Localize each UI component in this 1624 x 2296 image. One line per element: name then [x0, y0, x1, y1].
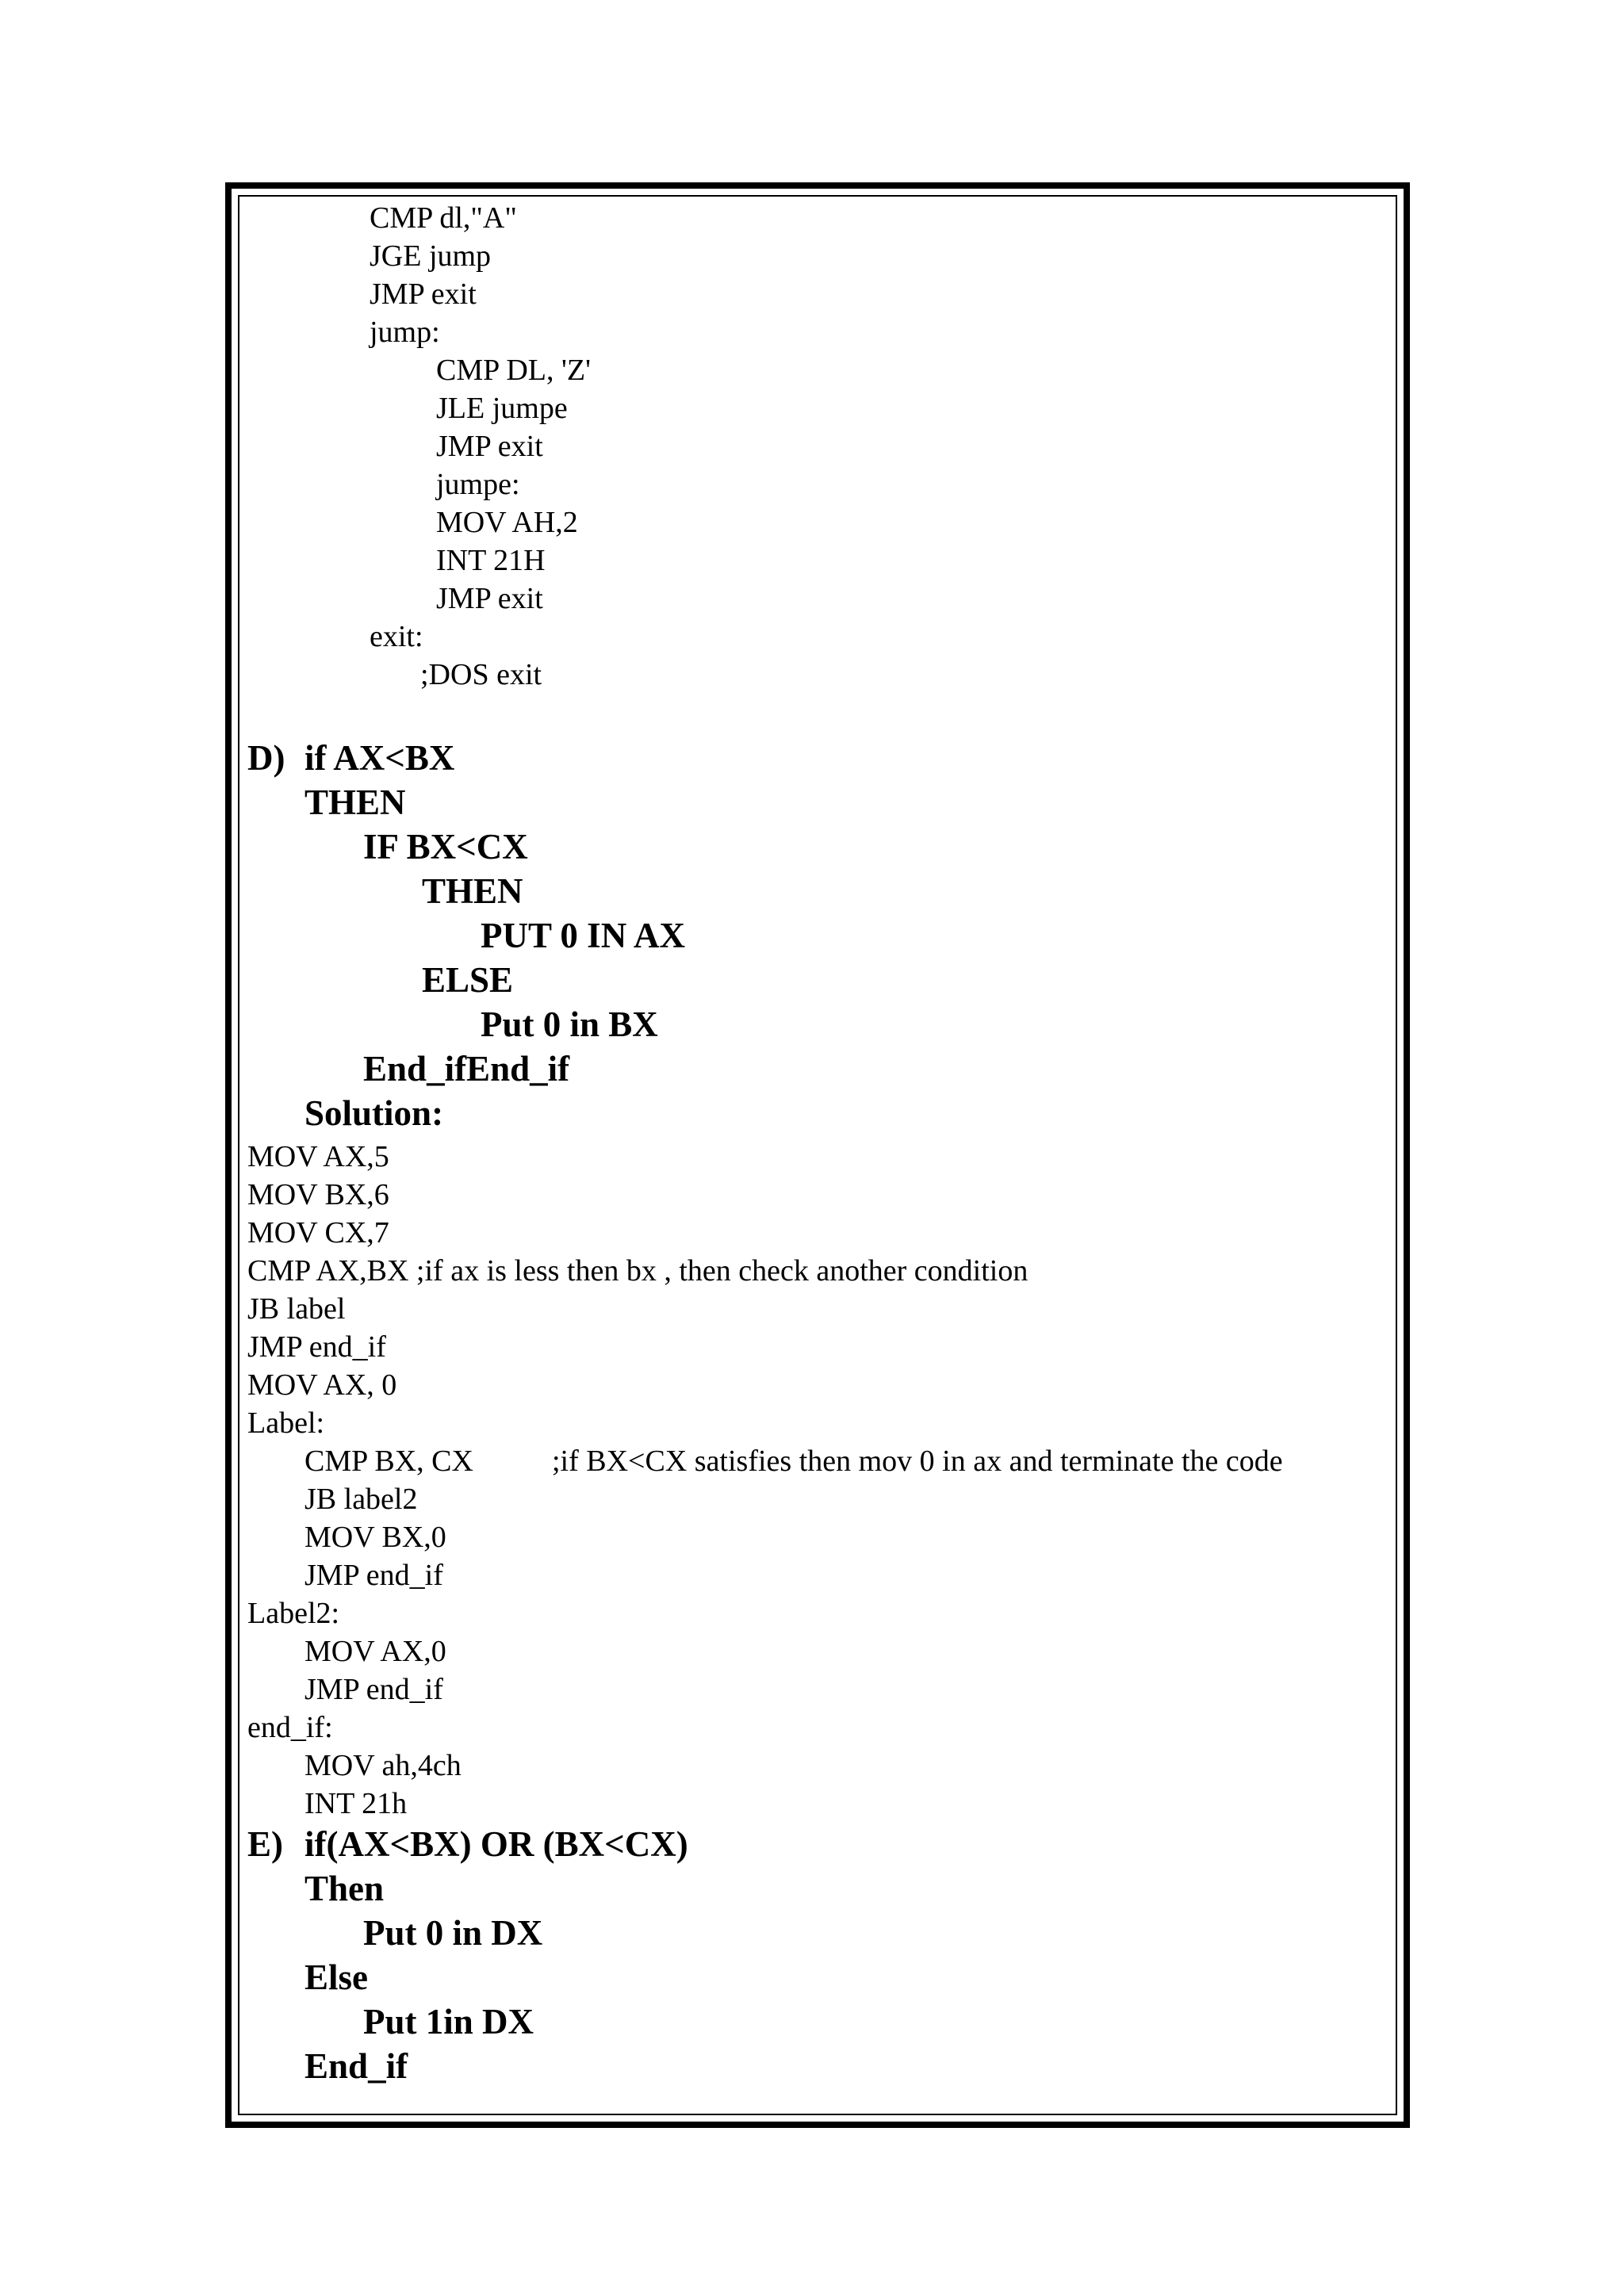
code-line: INT 21H: [436, 544, 546, 577]
section-d-marker: D): [247, 738, 285, 778]
section-d-line: PUT 0 IN AX: [481, 916, 685, 955]
code-line: exit:: [370, 620, 423, 653]
code-line: JLE jumpe: [436, 392, 568, 425]
code-line: jumpe:: [436, 468, 520, 501]
section-d-line: End_ifEnd_if: [363, 1049, 570, 1089]
code-line: CMP AX,BX ;if ax is less then bx , then check another condition: [247, 1254, 1028, 1288]
section-d-line: ELSE: [422, 960, 514, 1000]
solution-heading: Solution:: [304, 1093, 444, 1133]
code-line: Label:: [247, 1406, 325, 1440]
code-line: JB label2: [304, 1483, 418, 1516]
code-line: MOV BX,6: [247, 1178, 389, 1211]
section-e-marker: E): [247, 1824, 283, 1864]
code-line: jump:: [370, 316, 440, 349]
code-line: JMP end_if: [247, 1330, 386, 1364]
code-line: JMP end_if: [304, 1559, 443, 1592]
code-line: MOV AH,2: [436, 506, 578, 539]
code-line: MOV AX, 0: [247, 1368, 397, 1402]
section-d-line: IF BX<CX: [363, 827, 528, 867]
code-line: end_if:: [247, 1711, 333, 1744]
section-e-line: Put 1in DX: [363, 2002, 534, 2042]
section-d-line: if AX<BX: [304, 738, 455, 778]
code-line: ;DOS exit: [420, 658, 542, 691]
code-line: JMP exit: [436, 582, 543, 615]
code-line: MOV ah,4ch: [304, 1749, 462, 1782]
code-line: MOV AX,5: [247, 1140, 389, 1173]
section-e-line: Else: [304, 1957, 369, 1997]
code-line: MOV BX,0: [304, 1521, 446, 1554]
section-d-line: Put 0 in BX: [481, 1004, 658, 1044]
code-line: Label2:: [247, 1597, 340, 1630]
section-e-line: End_if: [304, 2046, 408, 2086]
code-line: MOV CX,7: [247, 1216, 389, 1249]
code-line: MOV AX,0: [304, 1635, 446, 1668]
code-comment: ;if BX<CX satisfies then mov 0 in ax and terminate the code: [552, 1445, 1283, 1478]
section-d-line: THEN: [422, 871, 523, 911]
section-e-line: Then: [304, 1869, 385, 1908]
code-line: CMP DL, 'Z': [436, 354, 591, 387]
code-line: JMP end_if: [304, 1673, 443, 1706]
code-line: JB label: [247, 1292, 346, 1326]
code-line: CMP dl,"A": [370, 201, 517, 235]
code-line: JMP exit: [436, 430, 543, 463]
section-e-line: Put 0 in DX: [363, 1913, 543, 1953]
section-e-line: if(AX<BX) OR (BX<CX): [304, 1824, 688, 1864]
code-line: JGE jump: [370, 239, 492, 273]
code-line: CMP BX, CX: [304, 1445, 473, 1478]
code-line: INT 21h: [304, 1787, 408, 1820]
code-line: JMP exit: [370, 277, 477, 311]
section-d-line: THEN: [304, 783, 406, 822]
